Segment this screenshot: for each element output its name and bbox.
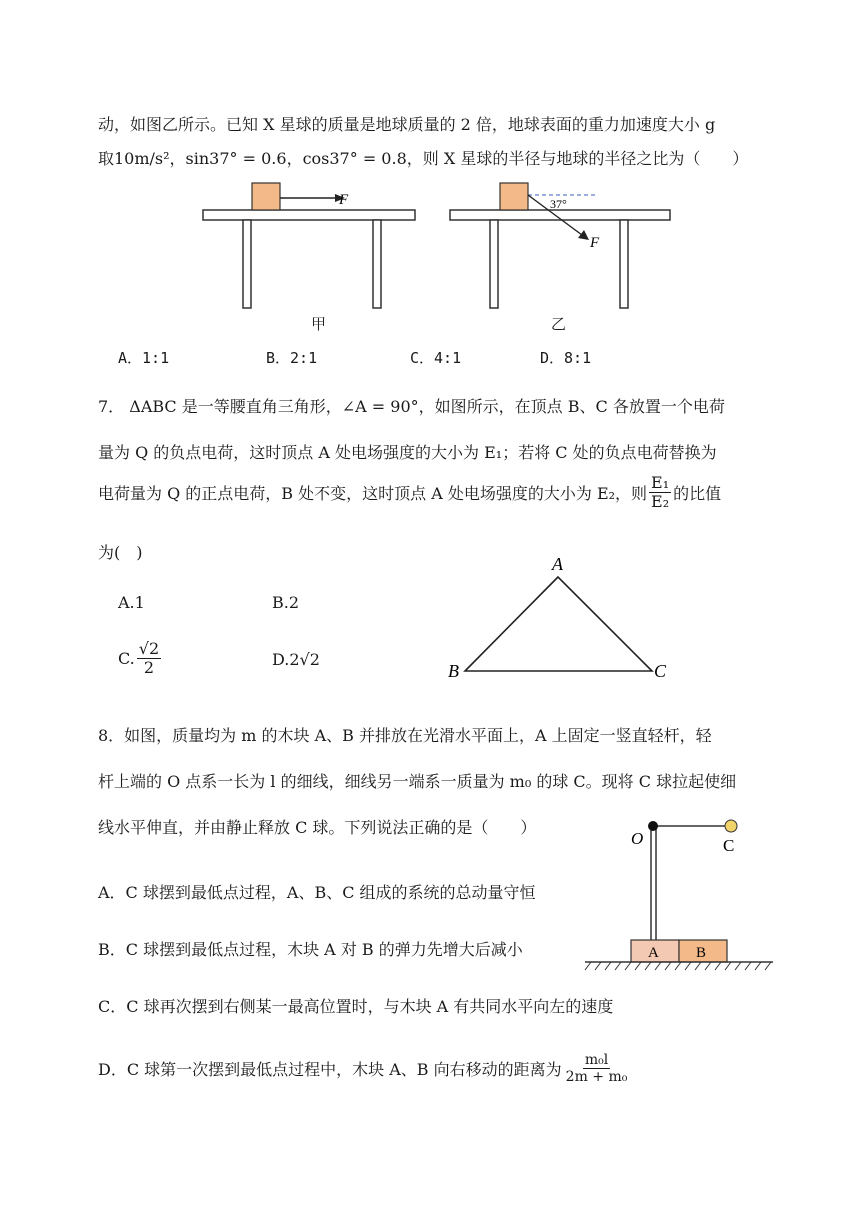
vertex-b-label: B: [448, 661, 459, 681]
q8-option-d-den: 2m + m₀: [565, 1069, 628, 1086]
table-leg-right: [373, 220, 381, 308]
q7-fraction-e1-e2: [649, 474, 671, 512]
force-label: F: [339, 192, 349, 208]
block: [500, 183, 528, 210]
block-a-label: A: [648, 945, 659, 961]
vertex-a-label: A: [552, 554, 563, 574]
q7-frac-num: E₁: [651, 473, 670, 492]
q7-line3-pre: 电荷量为 Q 的正点电荷，B 处不变，这时顶点 A 处电场强度的大小为 E₂，则: [98, 484, 648, 504]
table-leg-right: [620, 220, 628, 308]
table-leg-left: [490, 220, 498, 308]
block-b-label: B: [696, 945, 707, 961]
ground-hatching: [585, 962, 771, 970]
q8-option-b[interactable]: B．C 球摆到最低点过程，木块 A 对 B 的弹力先增大后减小: [98, 940, 523, 959]
q7-option-d[interactable]: D.2√2: [272, 650, 320, 669]
q6-caption-jia: 甲: [311, 315, 327, 333]
q8-option-d-num: m₀l: [584, 1052, 609, 1068]
q7-option-b[interactable]: B.2: [272, 593, 300, 612]
pivot-o: [648, 821, 658, 831]
q7-text-line4: 为( ): [98, 543, 143, 562]
q6-figure-yi: [444, 180, 684, 310]
label-c: C: [723, 836, 735, 855]
angle-label: 37°: [550, 197, 567, 211]
q8-text-line2: 杆上端的 O 点系一长为 l 的细线，细线另一端系一质量为 m₀ 的球 C。现将 C 球拉起使细: [98, 772, 737, 791]
triangle-abc: [465, 577, 652, 671]
q6-text-line2: 取10m/s²，sin37° = 0.6，cos37° = 0.8，则 X 星球的半径与地球的半径之比为（ ）: [98, 149, 749, 168]
q6-option-b[interactable]: B．2:1: [266, 349, 318, 367]
q6-option-a[interactable]: A．1:1: [118, 349, 170, 367]
table-leg-left: [243, 220, 251, 308]
q7-text-line3: [98, 474, 721, 512]
q7-frac-den: E₂: [651, 492, 670, 512]
q7-option-c-prefix: C.: [118, 649, 135, 669]
table-top: [203, 210, 415, 220]
q7-text-line1: 7． ΔABC 是一等腰直角三角形，∠A = 90°，如图所示，在顶点 B、C 各放置一个电荷: [98, 397, 725, 416]
vertex-c-label: C: [654, 661, 667, 681]
q8-option-d-text: D．C 球第一次摆到最低点过程中，木块 A、B 向右移动的距离为: [98, 1060, 562, 1080]
force-label: F: [590, 235, 600, 251]
q6-text-line1: 动，如图乙所示。已知 X 星球的质量是地球质量的 2 倍，地球表面的重力加速度大小 g: [98, 115, 716, 134]
q6-figure-jia: [195, 180, 435, 310]
ball-c: [725, 820, 737, 832]
label-o: O: [631, 829, 644, 848]
q8-option-a[interactable]: A．C 球摆到最低点过程，A、B、C 组成的系统的总动量守恒: [98, 883, 536, 902]
q8-option-d-fraction: [564, 1052, 630, 1085]
q8-option-d[interactable]: [98, 1052, 631, 1085]
q7-option-c[interactable]: [118, 640, 163, 678]
q8-text-line3: 线水平伸直，并由静止释放 C 球。下列说法正确的是（ ）: [98, 818, 537, 837]
q7-triangle-figure: [440, 555, 680, 685]
q6-option-c[interactable]: C．4:1: [410, 349, 462, 367]
force-arrowhead: [578, 230, 589, 240]
q7-option-c-fraction: [137, 640, 161, 678]
q7-option-c-num: √2: [138, 639, 160, 658]
q8-pendulum-figure: [585, 810, 780, 975]
q8-text-line1: 8．如图，质量均为 m 的木块 A、B 并排放在光滑水平面上，A 上固定一竖直轻杆，轻: [98, 726, 712, 745]
q7-option-a[interactable]: A.1: [118, 593, 145, 612]
q6-option-d[interactable]: D．8:1: [540, 349, 592, 367]
q7-text-line2: 量为 Q 的负点电荷，这时顶点 A 处电场强度的大小为 E₁；若将 C 处的负点电荷替换为: [98, 443, 717, 462]
q7-option-c-den: 2: [143, 658, 155, 678]
block: [252, 183, 280, 210]
q6-caption-yi: 乙: [551, 315, 567, 333]
q7-line3-post: 的比值: [673, 484, 722, 504]
q8-option-c[interactable]: C．C 球再次摆到右侧某一最高位置时，与木块 A 有共同水平向左的速度: [98, 997, 614, 1016]
